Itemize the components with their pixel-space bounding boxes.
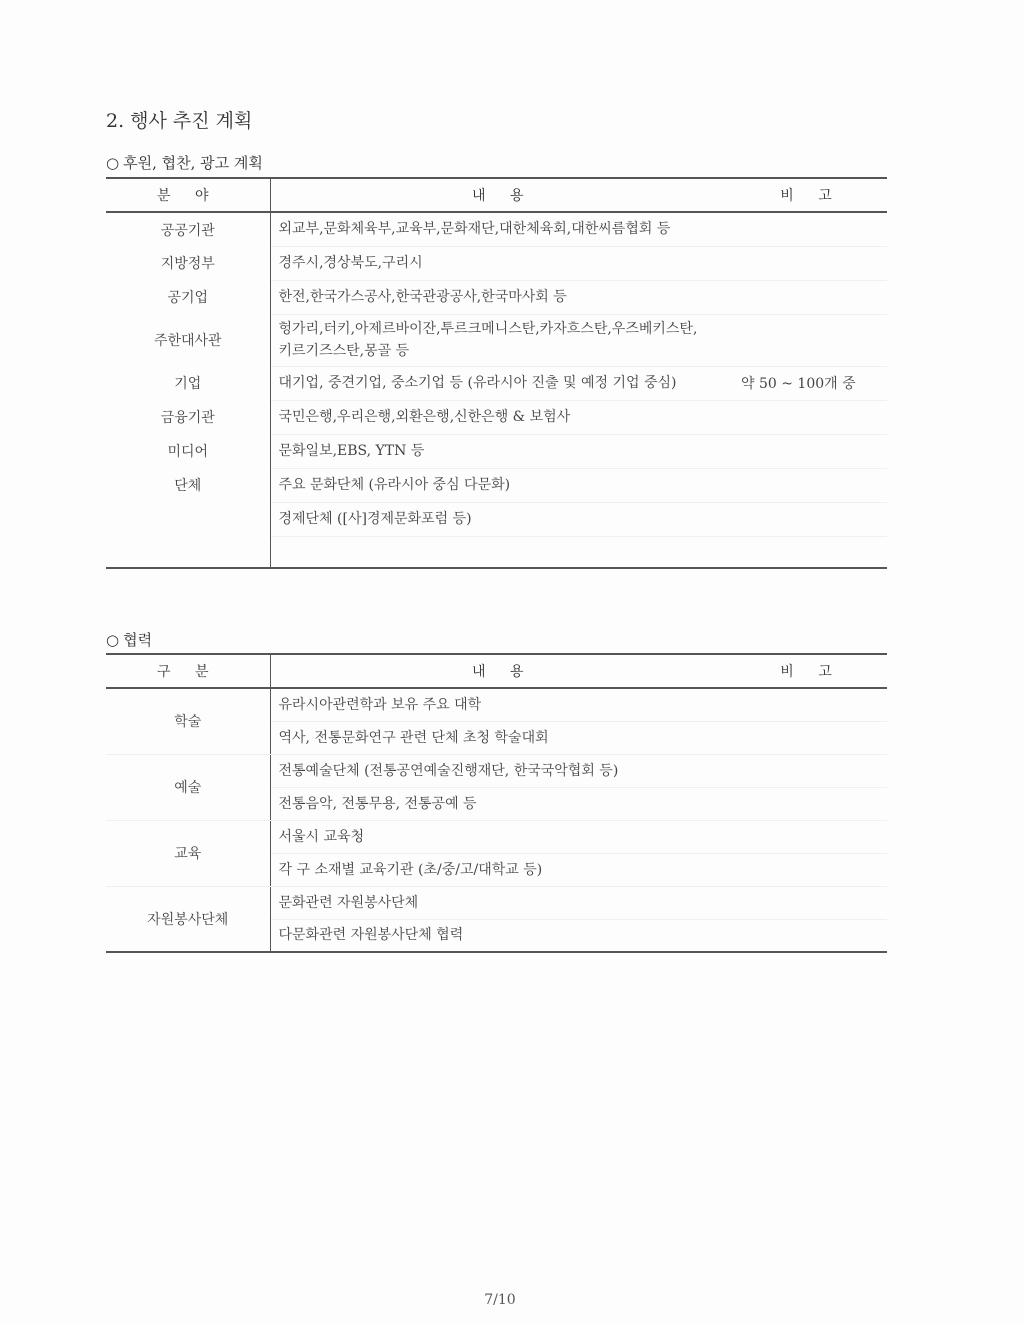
row-note	[735, 280, 887, 314]
row-content: 대기업, 중견기업, 중소기업 등 (유라시아 진출 및 예정 기업 중심)	[270, 366, 735, 400]
row-category: 미디어	[106, 434, 270, 468]
header-category: 분 야	[106, 178, 270, 212]
row-note	[735, 502, 887, 536]
group-category: 자원봉사단체	[106, 886, 270, 952]
row-content-line: 헝가리,터키,아제르바이잔,투르크메니스탄,카자흐스탄,우즈베키스탄,	[278, 321, 698, 337]
table-row	[106, 536, 887, 568]
row-note	[735, 434, 887, 468]
row-content: 역사, 전통문화연구 관련 단체 초청 학술대회	[270, 721, 735, 754]
header-content: 내 용	[270, 178, 735, 212]
row-content: 다문화관련 자원봉사단체 협력	[270, 919, 735, 952]
table-row	[106, 502, 887, 536]
table-row	[106, 366, 887, 400]
header-category: 구 분	[106, 654, 270, 688]
table-row	[106, 434, 887, 468]
row-category: 지방정부	[106, 246, 270, 280]
row-content	[270, 314, 735, 366]
row-content: 한전,한국가스공사,한국관광공사,한국마사회 등	[270, 280, 735, 314]
cooperation-heading	[106, 629, 152, 650]
circle-bullet-icon: ○	[106, 154, 120, 172]
row-note	[735, 721, 887, 754]
cooperation-table	[106, 653, 887, 953]
sponsor-table	[106, 177, 887, 569]
table-row	[106, 688, 887, 721]
header-note: 비 고	[735, 178, 887, 212]
row-content: 국민은행,우리은행,외환은행,신한은행 & 보험사	[270, 400, 735, 434]
cooperation-table-header	[106, 654, 887, 688]
header-note: 비 고	[735, 654, 887, 688]
row-note	[735, 886, 887, 919]
row-note	[735, 468, 887, 502]
row-content: 경제단체 ([사]경제문화포럼 등)	[270, 502, 735, 536]
row-note	[735, 400, 887, 434]
table-row	[106, 314, 887, 366]
table-row	[106, 820, 887, 853]
cooperation-heading-text: 협력	[123, 631, 153, 649]
row-content: 문화일보,EBS, YTN 등	[270, 434, 735, 468]
row-content: 유라시아관련학과 보유 주요 대학	[270, 688, 735, 721]
row-category: 주한대사관	[106, 314, 270, 366]
row-content: 각 구 소재별 교육기관 (초/중/고/대학교 등)	[270, 853, 735, 886]
row-content: 전통예술단체 (전통공연예술진행재단, 한국국악협회 등)	[270, 754, 735, 787]
row-category	[106, 536, 270, 568]
row-category: 공기업	[106, 280, 270, 314]
row-note	[735, 212, 887, 246]
circle-bullet-icon: ○	[106, 631, 120, 649]
row-note	[735, 787, 887, 820]
row-note	[735, 754, 887, 787]
group-category: 교육	[106, 820, 270, 886]
table-row	[106, 212, 887, 246]
group-category: 예술	[106, 754, 270, 820]
row-content: 외교부,문화체육부,교육부,문화재단,대한체육회,대한씨름협회 등	[270, 212, 735, 246]
row-content: 문화관련 자원봉사단체	[270, 886, 735, 919]
row-content: 경주시,경상북도,구리시	[270, 246, 735, 280]
table-row	[106, 754, 887, 787]
page-number: 7/10	[484, 1292, 516, 1308]
row-note	[735, 688, 887, 721]
sponsor-heading-text: 후원, 협찬, 광고 계획	[123, 154, 263, 172]
row-category	[106, 502, 270, 536]
row-category: 기업	[106, 366, 270, 400]
row-content	[270, 536, 735, 568]
row-note	[735, 536, 887, 568]
table-row	[106, 468, 887, 502]
section-title: 2. 행사 추진 계획	[106, 110, 253, 132]
row-category: 금융기관	[106, 400, 270, 434]
row-category: 단체	[106, 468, 270, 502]
sponsor-table-header	[106, 178, 887, 212]
row-note	[735, 853, 887, 886]
row-note	[735, 246, 887, 280]
row-note	[735, 820, 887, 853]
table-row	[106, 400, 887, 434]
header-content: 내 용	[270, 654, 735, 688]
row-content: 서울시 교육청	[270, 820, 735, 853]
row-content-line: 키르기즈스탄,몽골 등	[278, 343, 410, 359]
row-note	[735, 314, 887, 366]
row-content: 주요 문화단체 (유라시아 중심 다문화)	[270, 468, 735, 502]
row-category: 공공기관	[106, 212, 270, 246]
table-row	[106, 280, 887, 314]
row-note	[735, 919, 887, 952]
table-row	[106, 886, 887, 919]
group-category: 학술	[106, 688, 270, 754]
table-row	[106, 246, 887, 280]
row-note: 약 50 ~ 100개 중	[735, 366, 887, 400]
sponsor-heading	[106, 152, 263, 173]
row-content: 전통음악, 전통무용, 전통공예 등	[270, 787, 735, 820]
